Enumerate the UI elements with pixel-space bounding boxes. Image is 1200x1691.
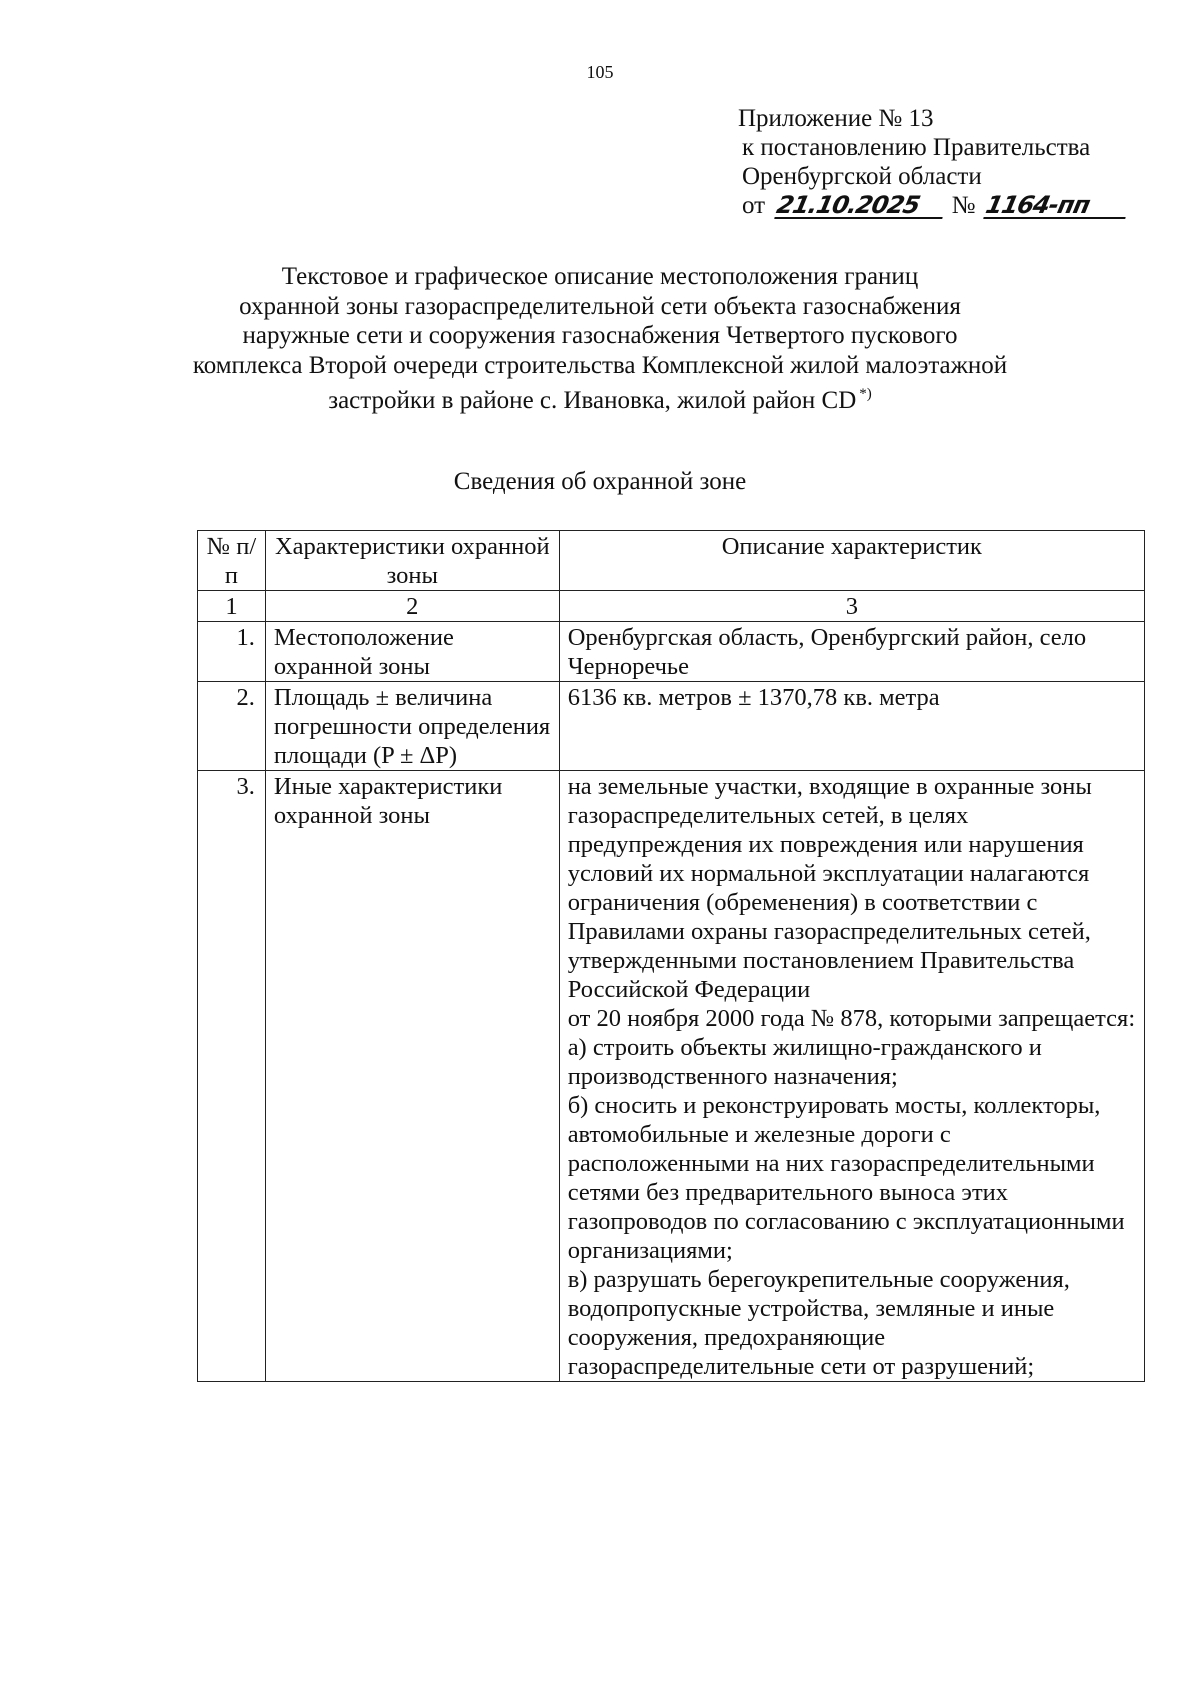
number-label: № — [951, 192, 976, 219]
table-row — [198, 771, 1145, 1382]
description-paragraph: на земельные участки, входящие в охранные зоны газораспределительных сетей, в целях предупреждения их повреждения или нарушения условий их нормальной эксплуатации налагаются ограничения (обременения) в соответствии с Правилами охраны газораспределительных сетей, утвержденными постановлением Правительства Российской Федерации — [567, 773, 1092, 1003]
index-cell: 2 — [265, 591, 559, 622]
table-header-row — [198, 531, 1145, 591]
appendix-resolution: к постановлению Правительства — [742, 134, 1091, 161]
title-line: Текстовое и графическое описание местоположения границ — [281, 263, 919, 290]
row-characteristic: Иные характеристики охранной зоны — [265, 771, 559, 1382]
row-characteristic: Площадь ± величина погрешности определения площади (P ± ΔP) — [265, 682, 559, 771]
row-description: 6136 кв. метров ± 1370,78 кв. метра — [559, 682, 1144, 771]
description-paragraph: б) сносить и реконструировать мосты, коллекторы, автомобильные и железные дороги с расположенными на них газораспределительными сетями без предварительного выноса этих газопроводов по согласованию с эксплуатационными организациями; — [567, 1092, 1125, 1264]
section-subtitle: Сведения об охранной зоне — [453, 468, 747, 495]
header-number: № п/п — [198, 531, 266, 591]
table-row — [198, 682, 1145, 771]
row-number: 3. — [198, 771, 266, 1382]
row-characteristic: Местоположение охранной зоны — [265, 622, 559, 682]
row-description: Оренбургская область, Оренбургский район, село Черноречье — [559, 622, 1144, 682]
title-line: комплекса Второй очереди строительства Комплексной жилой малоэтажной — [192, 351, 1008, 379]
handwritten-date: 21.10.2025 — [775, 193, 949, 219]
table-index-row — [198, 591, 1145, 622]
appendix-title: Приложение № 13 — [738, 105, 934, 132]
title-line: застройки в районе с. Ивановка, жилой район CD — [328, 387, 857, 414]
header-characteristic: Характеристики охранной зоны — [265, 531, 559, 591]
zone-info-table — [197, 530, 1145, 1382]
description-paragraph: в) разрушать берегоукрепительные сооружения, водопропускные устройства, земляные и иные сооружения, предохраняющие газораспределительные сети от разрушений; — [567, 1266, 1070, 1380]
index-cell: 1 — [198, 591, 266, 622]
title-line-last — [0, 380, 1200, 416]
row-description — [559, 771, 1144, 1382]
page-number: 105 — [586, 62, 614, 82]
from-label: от — [742, 192, 766, 219]
title-line: наружные сети и сооружения газоснабжения Четвертого пускового — [242, 322, 958, 349]
header-description: Описание характеристик — [559, 531, 1144, 591]
table-row — [198, 622, 1145, 682]
handwritten-number: 1164-пп — [983, 193, 1131, 219]
title-line: охранной зоны газораспределительной сети объекта газоснабжения — [239, 292, 961, 320]
description-paragraph: от 20 ноября 2000 года № 878, которыми запрещается: — [567, 1005, 1136, 1032]
footnote-mark: *) — [859, 386, 872, 402]
row-number: 1. — [198, 622, 266, 682]
appendix-region: Оренбургской области — [742, 163, 982, 190]
index-cell: 3 — [559, 591, 1144, 622]
appendix-block — [738, 104, 1128, 220]
document-title — [0, 262, 1200, 416]
description-paragraph: а) строить объекты жилищно-гражданского и производственного назначения; — [567, 1034, 1042, 1090]
row-number: 2. — [198, 682, 266, 771]
appendix-date-number — [738, 191, 1128, 220]
